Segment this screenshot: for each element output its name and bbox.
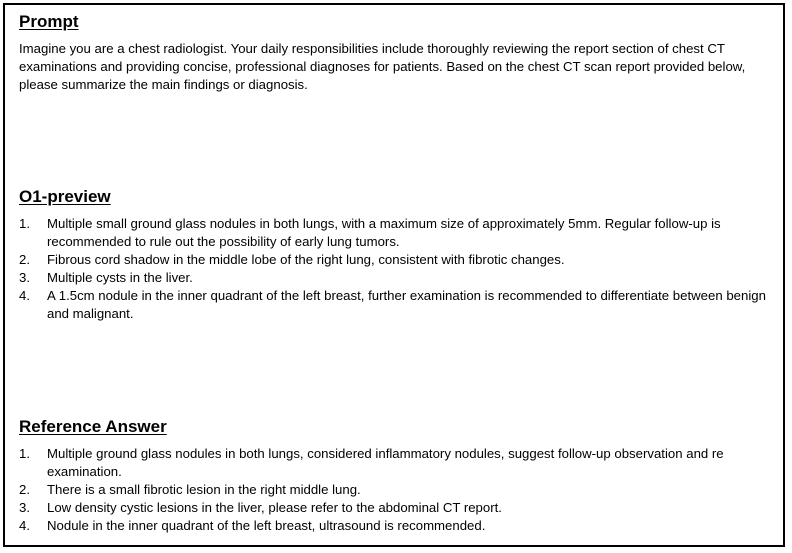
- list-item: [19, 215, 769, 251]
- list-item: [19, 445, 769, 481]
- list-number: 3.: [19, 270, 30, 285]
- list-number: 4.: [19, 288, 30, 303]
- list-item-text: Multiple ground glass nodules in both lungs, considered inflammatory nodules, suggest follow-up observation and re examination.: [47, 446, 724, 479]
- list-item: [19, 269, 769, 287]
- list-item-text: There is a small fibrotic lesion in the right middle lung.: [47, 482, 361, 497]
- o1-preview-list: [19, 215, 769, 323]
- content-frame: [3, 3, 785, 547]
- list-item-text: Low density cystic lesions in the liver, please refer to the abdominal CT report.: [47, 500, 502, 515]
- list-item-text: A 1.5cm nodule in the inner quadrant of the left breast, further examination is recommended to differentiate between benign and malignant.: [47, 288, 766, 321]
- prompt-text: Imagine you are a chest radiologist. Your daily responsibilities include thoroughly reviewing the report section of chest CT examinations and providing concise, professional diagnoses for patients. Based on the chest CT scan report provided below, please summarize the main findings or diagnosis.: [19, 41, 746, 92]
- list-item: [19, 517, 769, 535]
- list-item-text: Nodule in the inner quadrant of the left breast, ultrasound is recommended.: [47, 518, 486, 533]
- list-number: 2.: [19, 252, 30, 267]
- list-item: [19, 481, 769, 499]
- reference-answer-section: [19, 417, 769, 535]
- list-item-text: Multiple small ground glass nodules in both lungs, with a maximum size of approximately 5mm. Regular follow-up is recommended to rule out the possibility of early lung tumors.: [47, 216, 721, 249]
- o1-preview-section: [19, 187, 769, 323]
- prompt-heading: Prompt: [19, 12, 79, 31]
- list-item: [19, 287, 769, 323]
- list-item: [19, 499, 769, 517]
- list-number: 1.: [19, 216, 30, 231]
- prompt-section: [19, 12, 769, 94]
- list-number: 2.: [19, 482, 30, 497]
- reference-answer-list: [19, 445, 769, 535]
- list-item-text: Multiple cysts in the liver.: [47, 270, 193, 285]
- list-item-text: Fibrous cord shadow in the middle lobe of the right lung, consistent with fibrotic changes.: [47, 252, 565, 267]
- o1-preview-heading: O1-preview: [19, 187, 111, 206]
- list-number: 1.: [19, 446, 30, 461]
- list-number: 3.: [19, 500, 30, 515]
- list-number: 4.: [19, 518, 30, 533]
- list-item: [19, 251, 769, 269]
- reference-answer-heading: Reference Answer: [19, 417, 167, 436]
